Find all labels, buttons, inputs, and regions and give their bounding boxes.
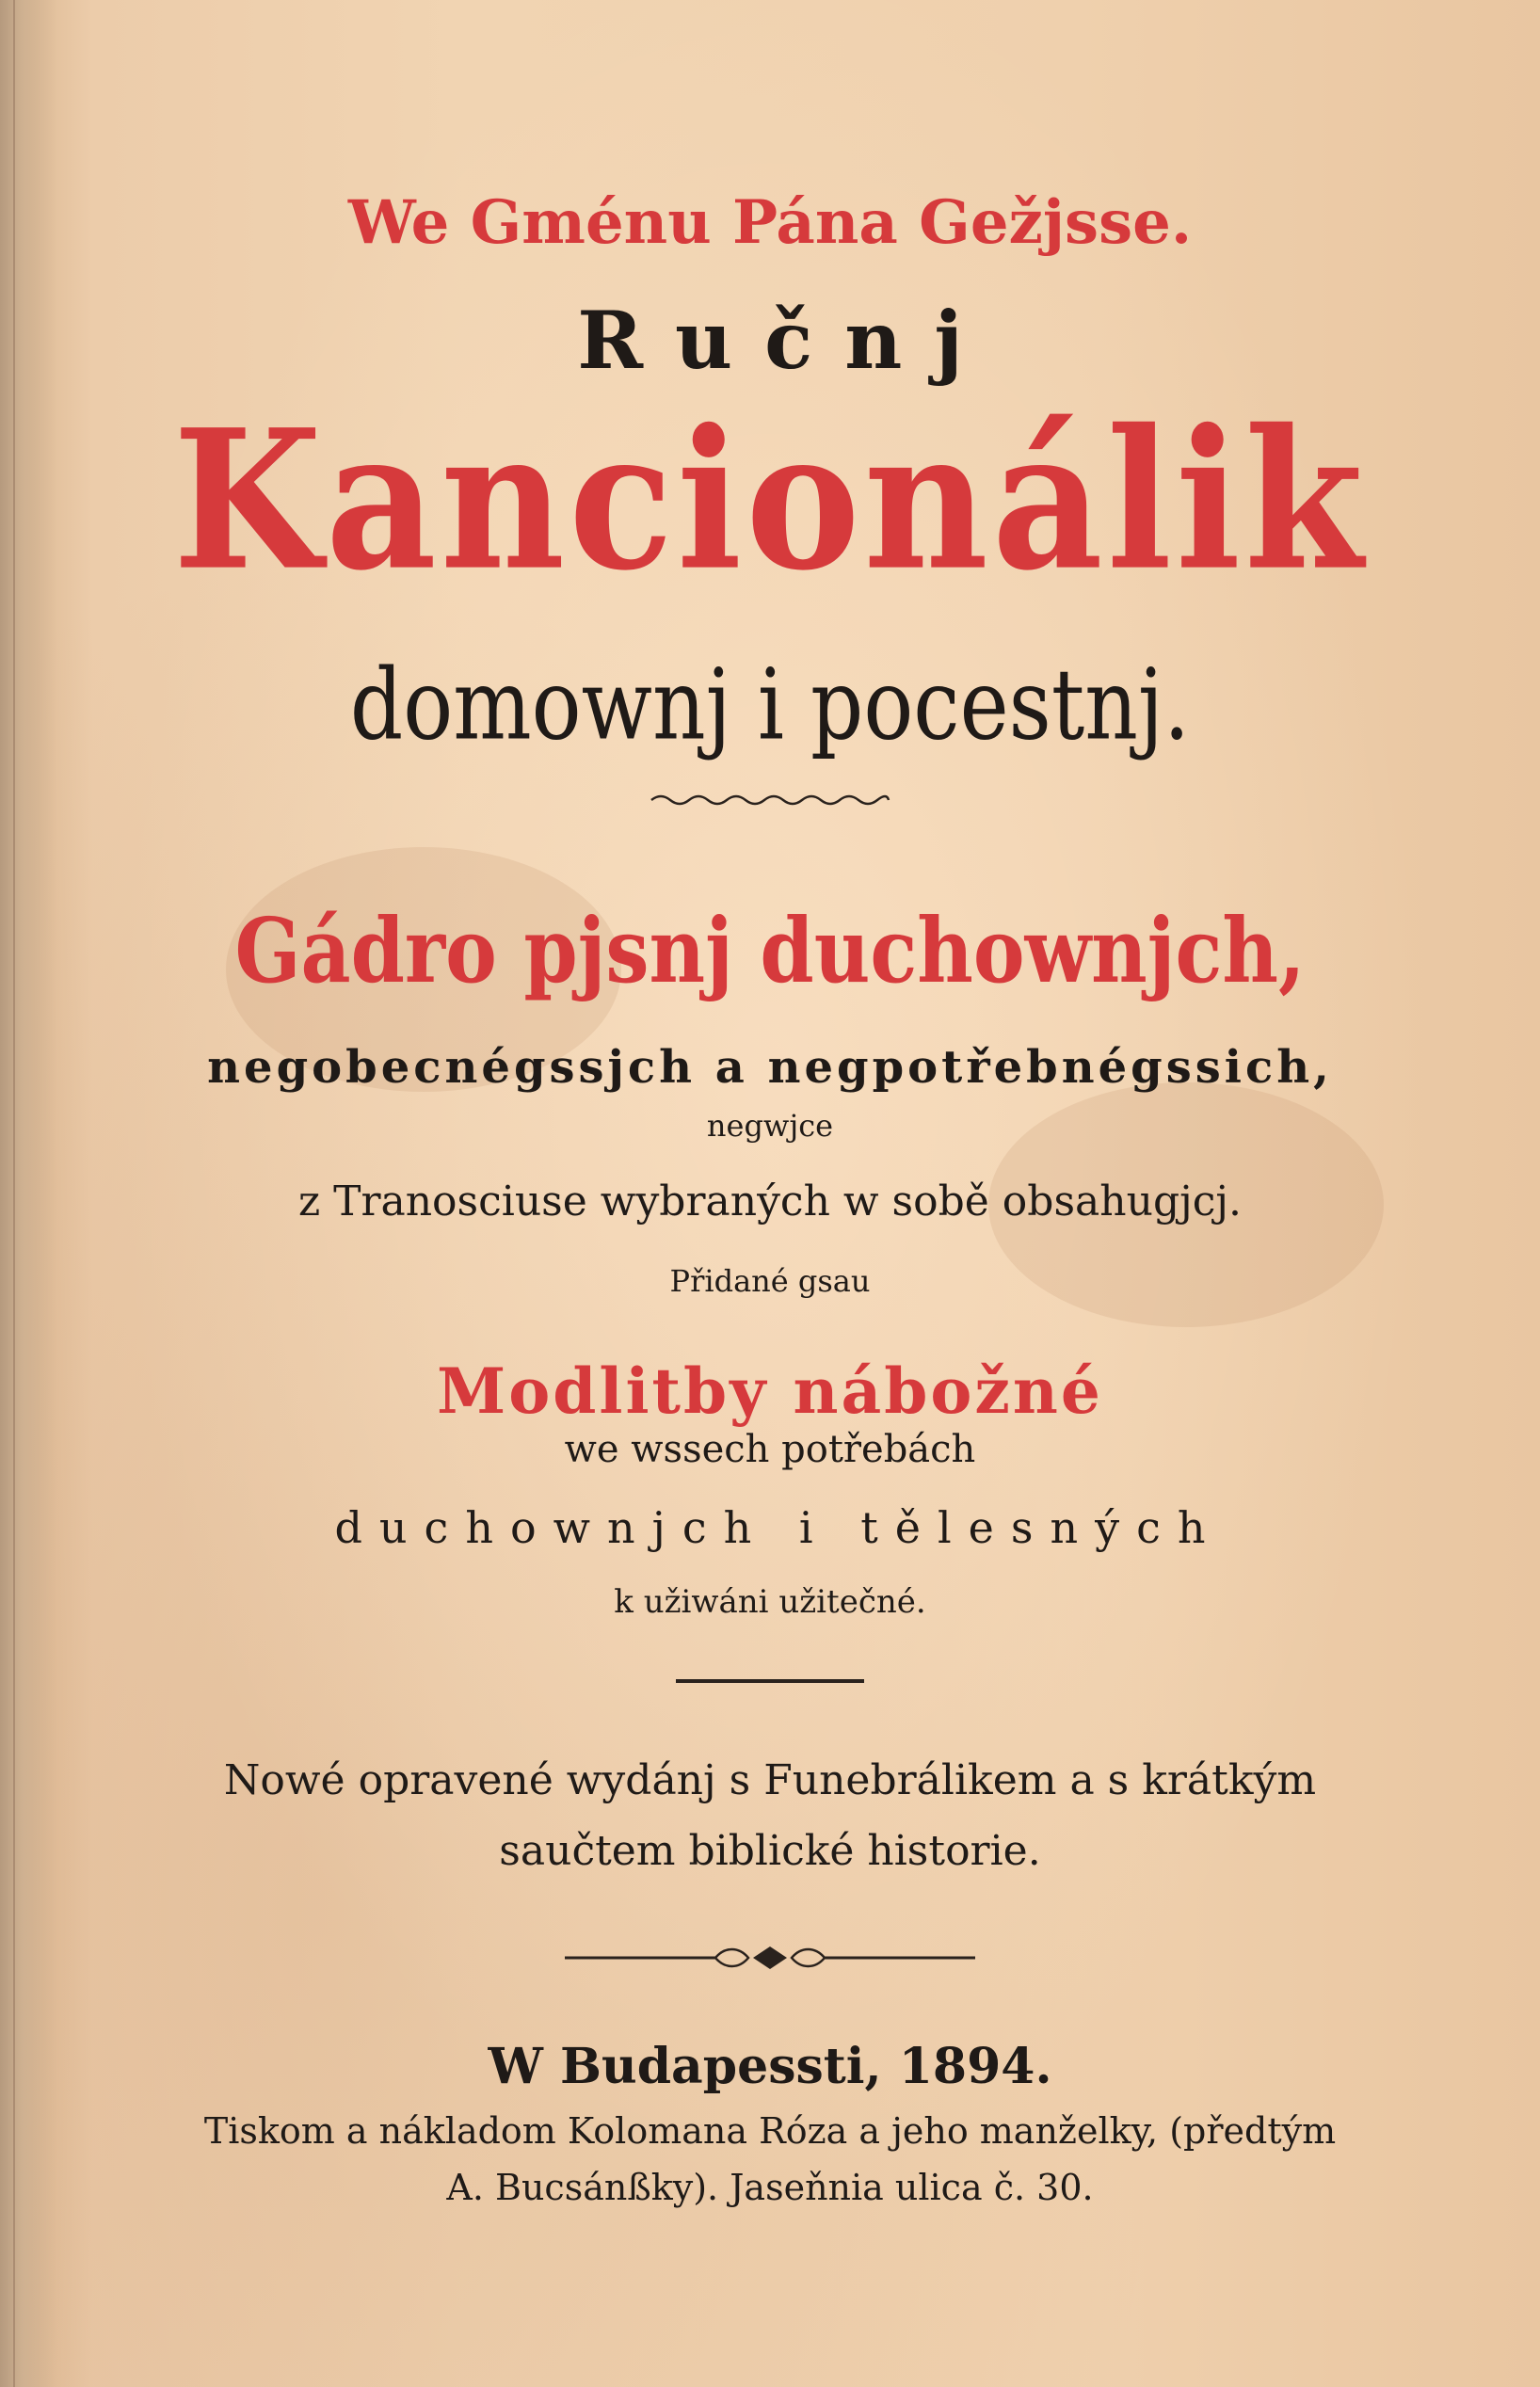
useful-line: k užiwáni užitečné.: [614, 1583, 926, 1621]
main-title: Kancionálik: [172, 387, 1368, 613]
wavy-rule: [648, 789, 892, 811]
hymns-heading: Gádro pjsnj duchownjch,: [234, 899, 1306, 1004]
needs-line: we wssech potřebách: [564, 1428, 976, 1471]
negwjce-line: negwjce: [706, 1108, 834, 1144]
prayers-heading: Modlitby nábožné: [437, 1354, 1103, 1428]
edition-line-2: saučtem biblické historie.: [499, 1827, 1041, 1875]
tranoscius-line: z Tranosciuse wybraných w sobě obsahugjcj.: [297, 1177, 1243, 1226]
ornamental-rule: [565, 1939, 975, 1977]
place-year: W Budapessti, 1894.: [488, 2038, 1052, 2095]
edition-line: Nowé opravené wydánj s Funebrálikem a s krátkým: [223, 1756, 1317, 1804]
printer-line-2: A. Bucsánßky). Jaseňnia ulica č. 30.: [446, 2167, 1094, 2208]
title-rucni: Ručnj: [577, 294, 995, 387]
spiritual-bodily-line: duchownjch i tělesných: [334, 1502, 1223, 1553]
hymns-description: negobecnégssjch a negpotřebnégssich,: [207, 1041, 1333, 1094]
added-line: Přidané gsau: [669, 1263, 871, 1299]
divider-rule: [676, 1679, 864, 1683]
subtitle: domownj i pocestnj.: [349, 647, 1191, 762]
printer-line-1: Tiskom a nákladom Kolomana Róza a jeho manželky, (předtým: [203, 2110, 1337, 2152]
invocation-line: We Gménu Pána Gežjsse.: [347, 187, 1193, 258]
